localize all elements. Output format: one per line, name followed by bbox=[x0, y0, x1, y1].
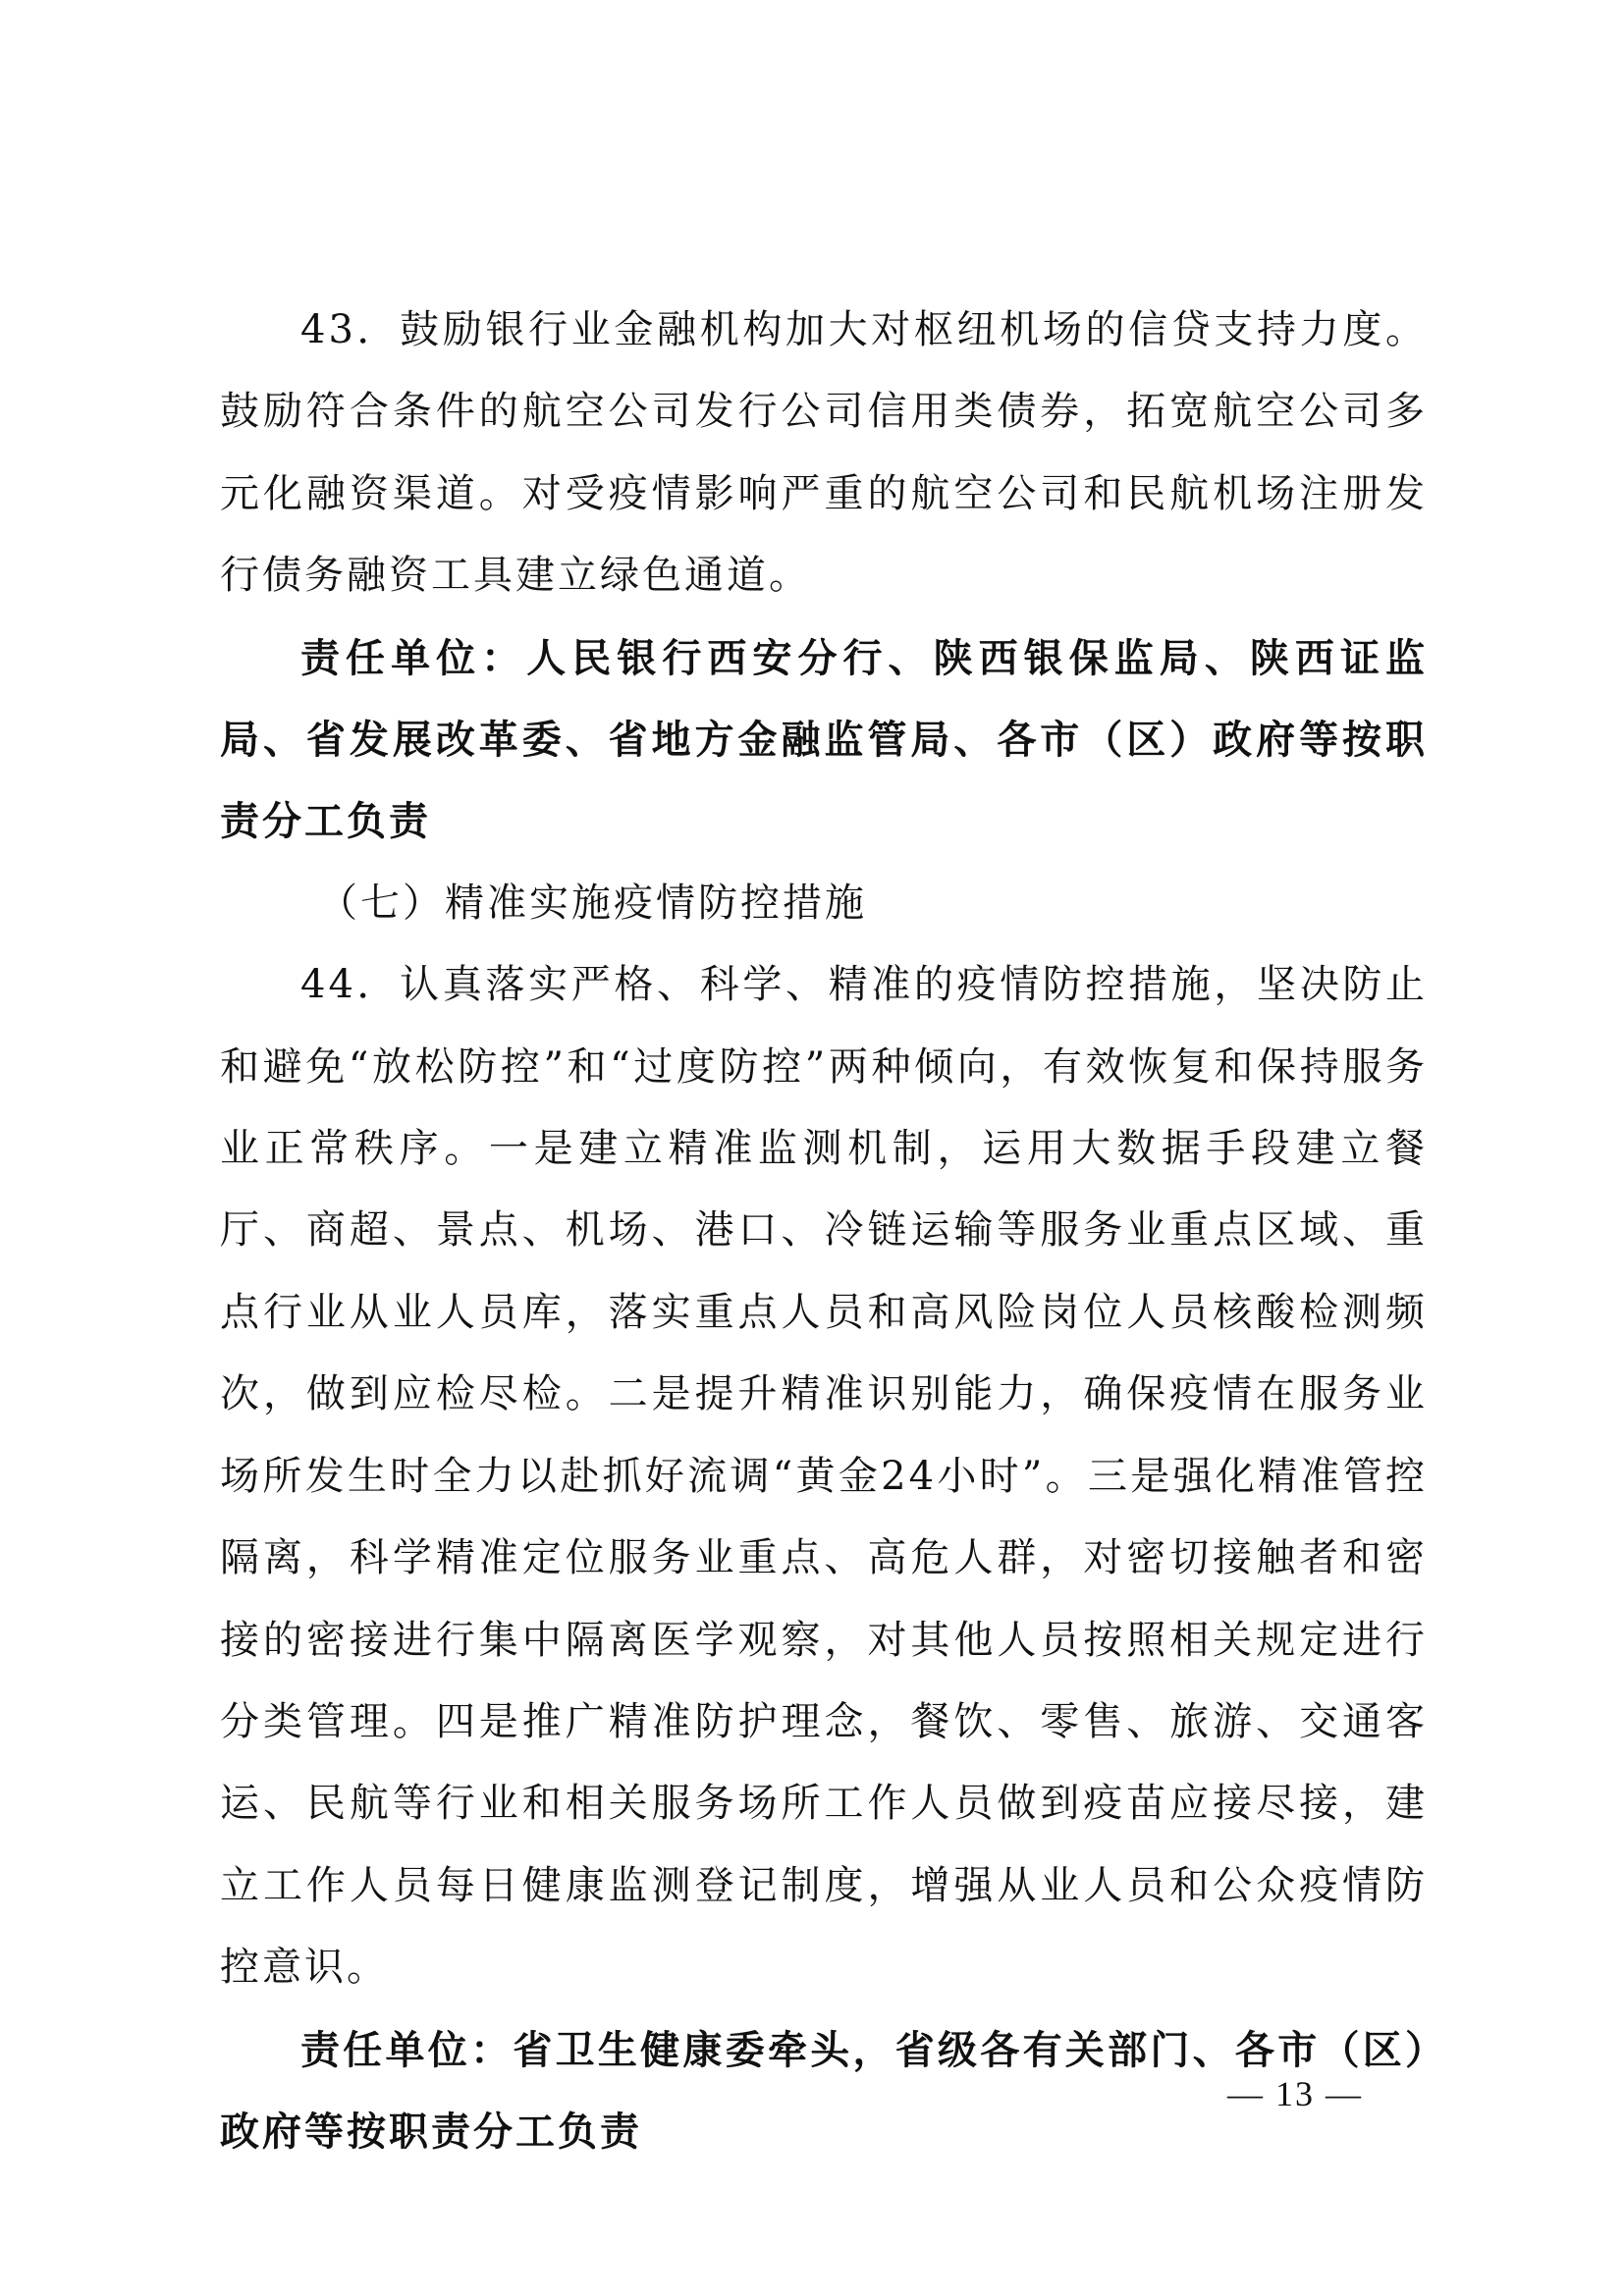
paragraph-item-43: 43．鼓励银行业金融机构加大对枢纽机场的信贷支持力度。鼓励符合条件的航空公司发行公司信用类债券，拓宽航空公司多元化融资渠道。对受疫情影响严重的航空公司和民航机场注册发行债务融资工具建立绿色通道。 bbox=[220, 307, 1428, 599]
section-heading-7: （七）精准实施疫情防控措施 bbox=[318, 880, 867, 926]
page-number: — 13 — bbox=[1227, 2074, 1363, 2113]
document-body bbox=[220, 290, 1428, 2172]
paragraph-item-44: 44．认真落实严格、科学、精准的疫情防控措施，坚决防止和避免“放松防控”和“过度防控”两种倾向，有效恢复和保持服务业正常秩序。一是建立精准监测机制，运用大数据手段建立餐厅、商超、景点、机场、港口、冷链运输等服务业重点区域、重点行业从业人员库，落实重点人员和高风险岗位人员核酸检测频次，做到应检尽检。二是提升精准识别能力，确保疫情在服务业场所发生时全力以赴抓好流调“黄金24小时”。三是强化精准管控隔离，科学精准定位服务业重点、高危人群，对密切接触者和密接的密接进行集中隔离医学观察，对其他人员按照相关规定进行分类管理。四是推广精准防护理念，餐饮、零售、旅游、交通客运、民航等行业和相关服务场所工作人员做到疫苗应接尽接，建立工作人员每日健康监测登记制度，增强从业人员和公众疫情防控意识。 bbox=[220, 962, 1428, 1991]
responsible-units-44: 责任单位：省卫生健康委牵头，省级各有关部门、各市（区）政府等按职责分工负责 bbox=[220, 2026, 1428, 2155]
responsible-units-43: 责任单位：人民银行西安分行、陕西银保监局、陕西证监局、省发展改革委、省地方金融监管局、各市（区）政府等按职责分工负责 bbox=[220, 634, 1428, 845]
